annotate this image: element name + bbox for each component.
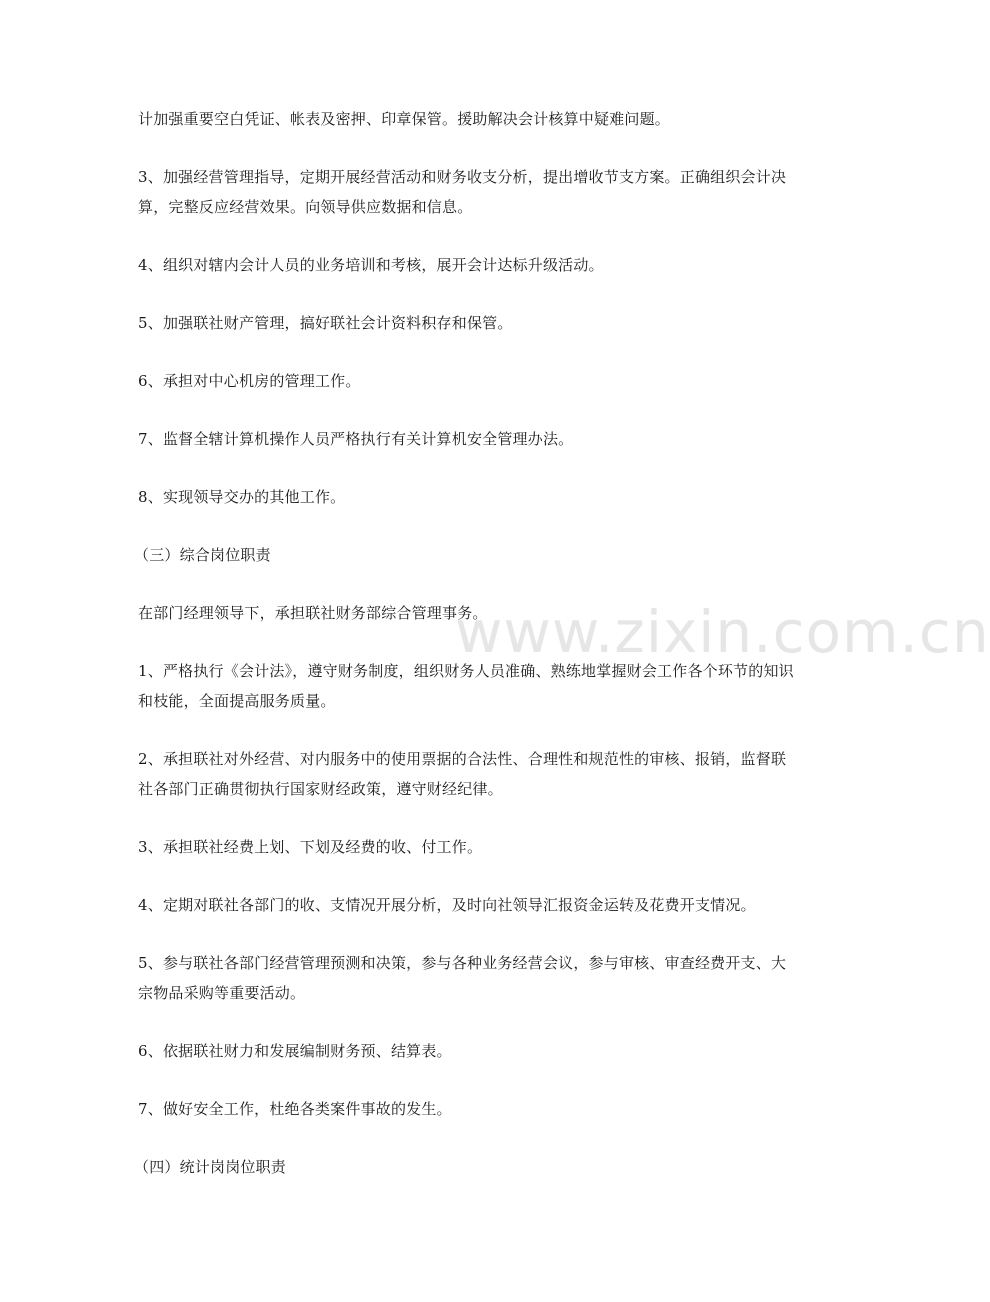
paragraph-10: 1、严格执行《会计法》，遵守财务制度，组织财务人员准确、熟练地掌握财会工作各个环节的知识和枝能，全面提高服务质量。	[138, 662, 794, 710]
paragraph-15: 6、依据联社财力和发展编制财务预、结算表。	[138, 1042, 452, 1060]
paragraph-12: 3、承担联社经费上划、下划及经费的收、付工作。	[138, 838, 483, 856]
paragraph-14: 5、参与联社各部门经营管理预测和决策，参与各种业务经营会议，参与审核、审查经费开支、大宗物品采购等重要活动。	[138, 954, 787, 1002]
paragraph-16: 7、做好安全工作，杜绝各类案件事故的发生。	[138, 1100, 452, 1118]
paragraph-2: 3、加强经营管理指导，定期开展经营活动和财务收支分析，提出增收节支方案。正确组织会计决算，完整反应经营效果。向领导供应数据和信息。	[138, 168, 787, 216]
paragraph-4: 5、加强联社财产管理，搞好联社会计资料积存和保管。	[138, 314, 513, 332]
paragraph-5: 6、承担对中心机房的管理工作。	[138, 372, 361, 390]
paragraph-3: 4、组织对辖内会计人员的业务培训和考核，展开会计达标升级活动。	[138, 256, 604, 274]
paragraph-11: 2、承担联社对外经营、对内服务中的使用票据的合法性、合理性和规范性的审核、报销，监督联社各部门正确贯彻执行国家财经政策，遵守财经纪律。	[138, 750, 787, 798]
section-heading-3: （三）综合岗位职责	[134, 546, 271, 564]
paragraph-1: 计加强重要空白凭证、帐表及密押、印章保管。援助解决会计核算中疑难问题。	[138, 110, 671, 128]
paragraph-9: 在部门经理领导下，承担联社财务部综合管理事务。	[138, 604, 488, 622]
paragraph-13: 4、定期对联社各部门的收、支情况开展分析，及时向社领导汇报资金运转及花费开支情况。	[138, 896, 756, 914]
watermark: www.zixin.com.cn	[455, 598, 990, 666]
paragraph-7: 8、实现领导交办的其他工作。	[138, 488, 346, 506]
document-body	[134, 104, 798, 1210]
section-heading-4: （四）统计岗岗位职责	[134, 1158, 287, 1176]
paragraph-6: 7、监督全辖计算机操作人员严格执行有关计算机安全管理办法。	[138, 430, 574, 448]
